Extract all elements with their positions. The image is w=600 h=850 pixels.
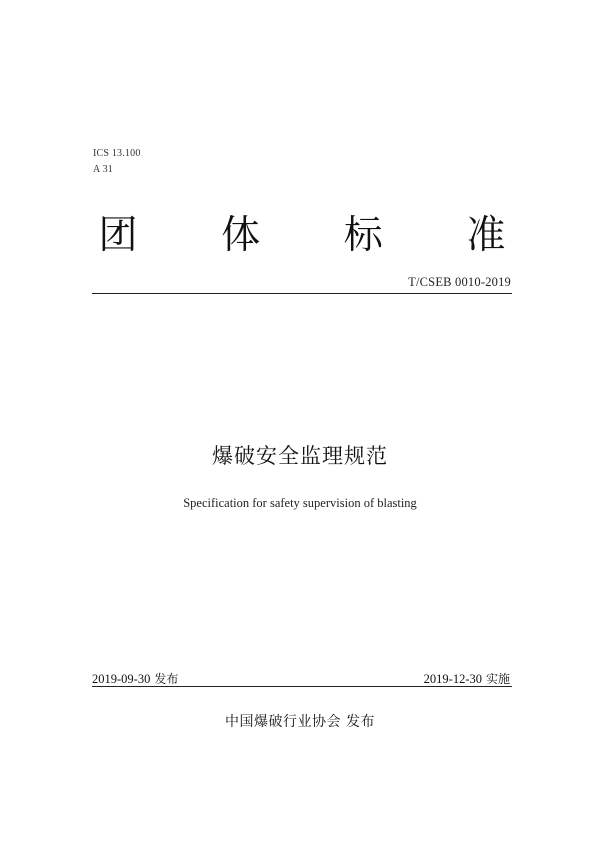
bottom-divider <box>92 686 512 687</box>
top-divider <box>92 293 512 294</box>
document-title-zh: 爆破安全监理规范 <box>212 444 388 468</box>
ccs-code: A 31 <box>93 164 113 175</box>
issue-date: 2019-09-30 <box>92 672 151 686</box>
issue-label: 发布 <box>154 672 179 686</box>
standard-code: T/CSEB 0010-2019 <box>408 275 511 289</box>
standard-type-title <box>92 210 512 262</box>
document-title-en: Specification for safety supervision of blasting <box>183 496 417 510</box>
standard-type-char: 团 <box>98 213 138 258</box>
publisher-line <box>0 711 600 731</box>
implement-date: 2019-12-30 <box>423 672 482 686</box>
ics-code: ICS 13.100 <box>93 148 141 159</box>
standard-type-char: 标 <box>343 213 383 258</box>
issue-date-block <box>92 670 178 687</box>
implement-date-block <box>424 670 510 687</box>
publisher-action: 发布 <box>345 714 375 730</box>
standard-type-char: 体 <box>221 213 261 258</box>
implement-label: 实施 <box>485 672 510 686</box>
standard-type-char: 准 <box>466 213 506 258</box>
publisher-name: 中国爆破行业协会 <box>225 714 342 730</box>
